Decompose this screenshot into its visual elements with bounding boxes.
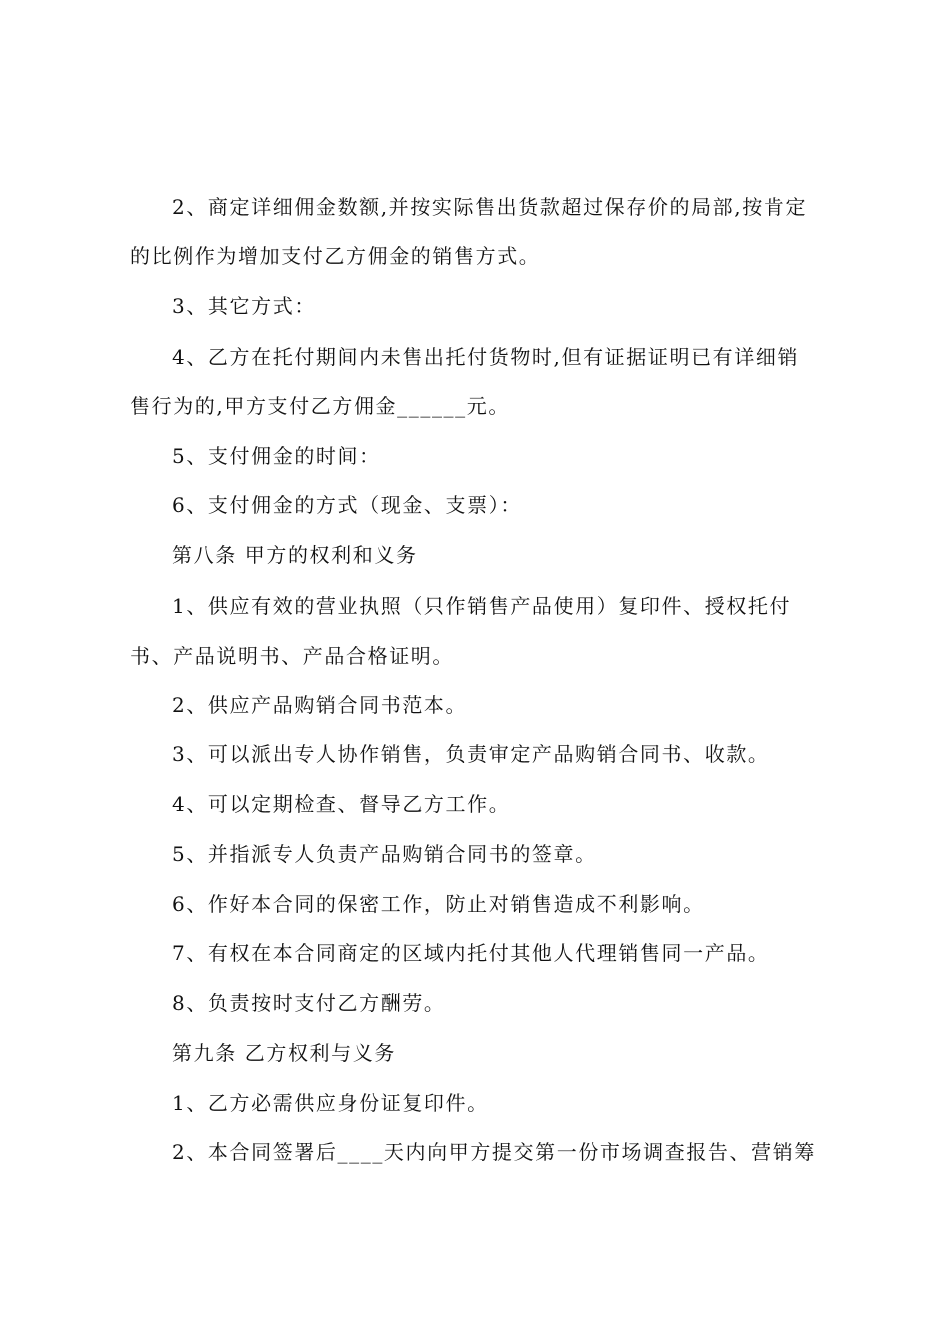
paragraph-line: 4、可以定期检查、督导乙方工作。 — [172, 792, 511, 816]
paragraph-line: 3、其它方式： — [172, 294, 316, 318]
paragraph-line: 书、产品说明书、产品合格证明。 — [130, 644, 454, 668]
paragraph-line: 的比例作为增加支付乙方佣金的销售方式。 — [130, 244, 541, 268]
paragraph-line: 2、商定详细佣金数额,并按实际售出货款超过保存价的局部,按肯定 — [172, 195, 808, 219]
paragraph-line: 1、乙方必需供应身份证复印件。 — [172, 1091, 489, 1115]
paragraph-line: 6、作好本合同的保密工作，防止对销售造成不利影响。 — [172, 892, 705, 916]
paragraph-line: 5、并指派专人负责产品购销合同书的签章。 — [172, 842, 597, 866]
paragraph-line: 8、负责按时支付乙方酬劳。 — [172, 991, 446, 1015]
paragraph-line: 6、支付佣金的方式（现金、支票）： — [172, 493, 522, 517]
paragraph-line: 2、供应产品购销合同书范本。 — [172, 693, 468, 717]
paragraph-line: 1、供应有效的营业执照（只作销售产品使用）复印件、授权托付 — [172, 594, 792, 618]
section-heading: 第九条 乙方权利与义务 — [172, 1041, 396, 1065]
paragraph-line: 2、本合同签署后____天内向甲方提交第一份市场调查报告、营销筹 — [172, 1140, 816, 1164]
paragraph-line: 7、有权在本合同商定的区域内托付其他人代理销售同一产品。 — [172, 941, 770, 965]
paragraph-line: 3、可以派出专人协作销售，负责审定产品购销合同书、收款。 — [172, 742, 770, 766]
section-heading: 第八条 甲方的权利和义务 — [172, 543, 418, 567]
paragraph-line: 4、乙方在托付期间内未售出托付货物时,但有证据证明已有详细销 — [172, 345, 800, 369]
paragraph-line: 5、支付佣金的时间： — [172, 444, 381, 468]
paragraph-line: 售行为的,甲方支付乙方佣金______元。 — [130, 394, 510, 418]
